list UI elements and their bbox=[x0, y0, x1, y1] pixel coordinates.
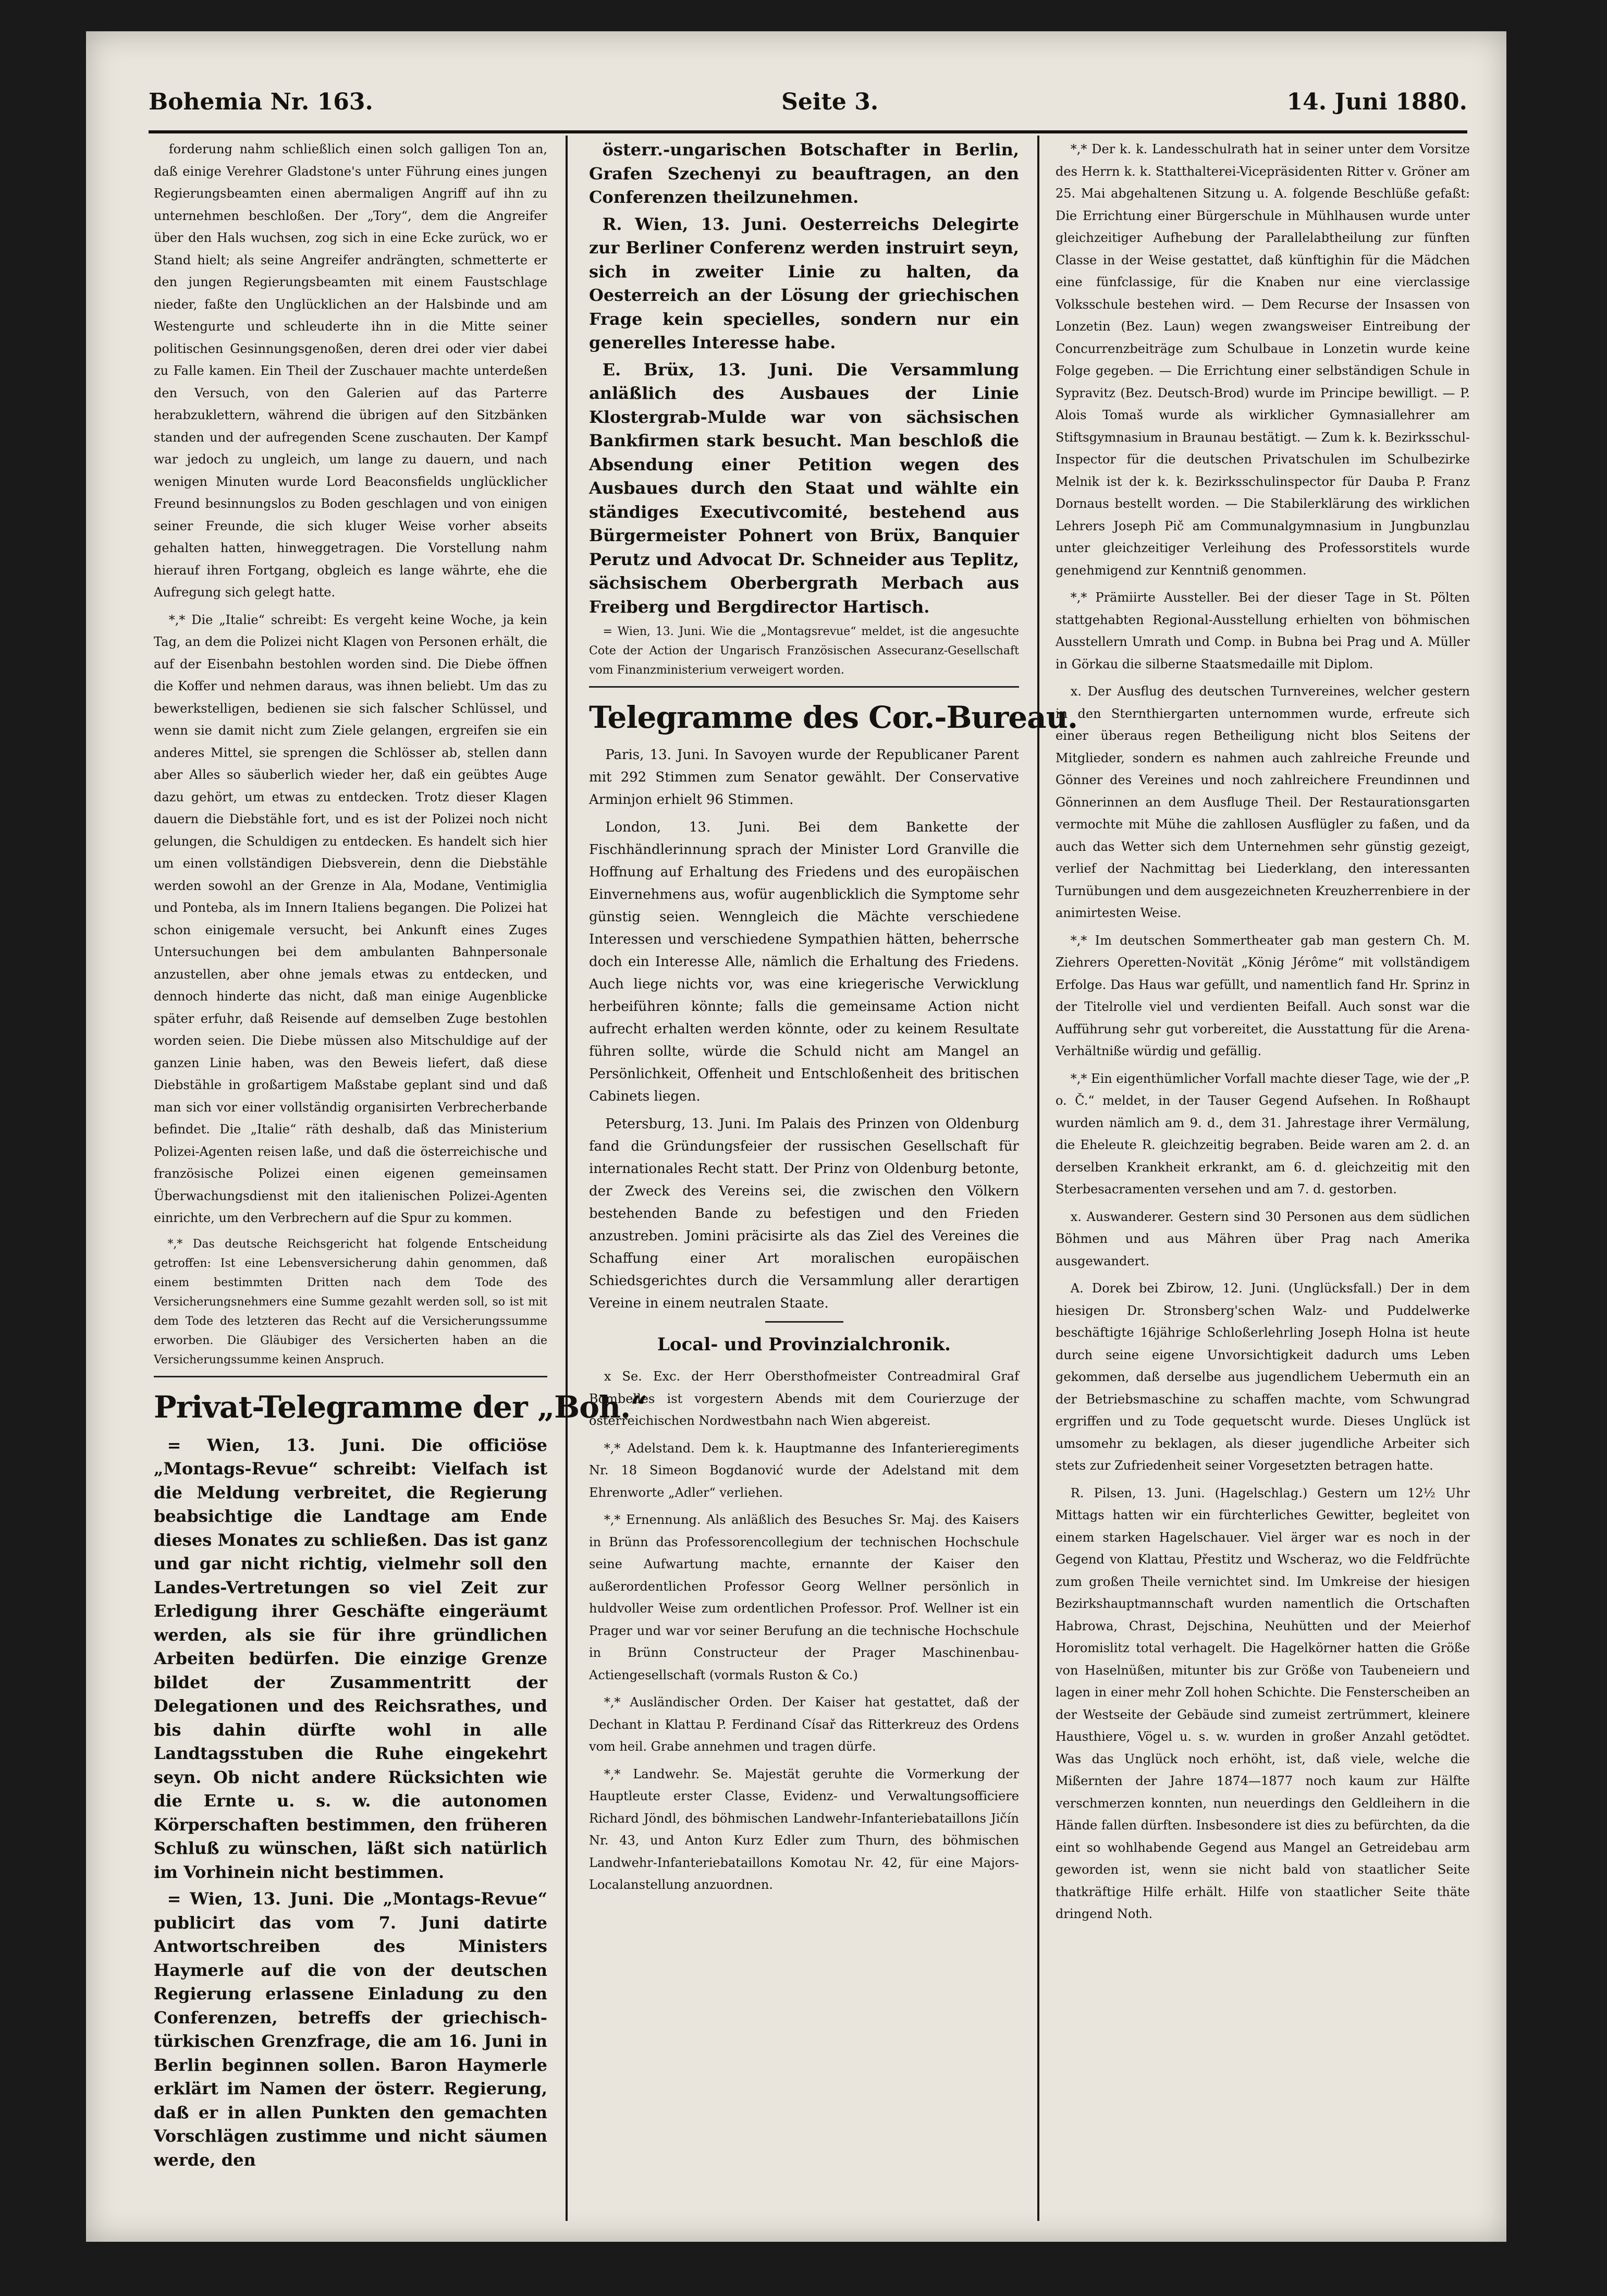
local-item: *,* Ausländischer Orden. Der Kaiser hat gestattet, daß der Dechant in Klattau P. Ferdinand Císař das Ritterkreuz des Ordens vom heil. Grabe annehmen und tragen dürfe. bbox=[589, 1695, 1019, 1754]
issue-date: 14. Juni 1880. bbox=[1286, 88, 1467, 115]
column-2 bbox=[589, 138, 1078, 2216]
article-paragraph: *,* Das deutsche Reichsgericht hat folgende Entscheidung getroffen: Ist eine Lebensversicherung dahin genommen, daß einem bestimmten Dritten nach dem Tode des Versicherungsnehmers eine Summe gezahlt werden soll, so ist mit dem Tode des letzteren das Recht auf die Versicherungssumme erworben. Die Gläubiger des Versicherten haben an die Versicherungssumme keinen Anspruch. bbox=[154, 1237, 547, 1366]
section-title-private-telegrams: Privat-Telegramme der „Boh.“ bbox=[154, 1389, 647, 1425]
short-rule bbox=[765, 1321, 843, 1323]
telegram-item: österr.-ungarischen Botschafter in Berlin, Grafen Szechenyi zu beauftragen, an den Conferenzen theilzunehmen. bbox=[589, 140, 1019, 207]
newspaper-page bbox=[86, 31, 1506, 2242]
column-1 bbox=[154, 138, 647, 2216]
column-divider bbox=[566, 136, 568, 2221]
page-header bbox=[149, 81, 1467, 123]
local-item: *,* Landwehr. Se. Majestät geruhte die Vormerkung der Hauptleute erster Classe, Evidenz- und Verwaltungsofficiere Richard Jöndl, des böhmischen Landwehr-Infanteriebataillons Jičín Nr. 43, und Anton Kurz Edler zum Thurn, des böhmischen Landwehr-Infanteriebataillons Komotau Nr. 42, für eine Majors-Localanstellung anzuordnen. bbox=[589, 1766, 1019, 1892]
telegram-item: London, 13. Juni. Bei dem Bankette der Fischhändlerinnung sprach der Minister Lord Granville die Hoffnung auf Erhaltung des Friedens und des europäischen Einvernehmens aus, wofür augenblicklich die Symptome sehr günstig seien. Wenngleich die Mächte verschiedene Interessen und verschiedene Sympathien hätten, beherrsche doch ein Interesse Alle, nämlich die Erhaltung des Friedens. Auch liege nichts vor, was eine kriegerische Verwicklung herbeiführen könnte; falls die gemeinsame Action nicht aufrecht erhalten werden könnte, oder zu keinem Resultate führen sollte, würde die Schuld nicht am Mangel an Persönlichkeit, Offenheit und Entschloßenheit des britischen Cabinets liegen. bbox=[589, 820, 1019, 1104]
telegram-item: = Wien, 13. Juni. Die officiöse „Montags-Revue“ schreibt: Vielfach ist die Meldung verbreitet, die Regierung beabsichtige die Landtage am Ende dieses Monates zu schließen. Das ist ganz und gar nicht richtig, vielmehr soll den Landes-Vertretungen so viel Zeit zur Erledigung ihrer Geschäfte eingeräumt werden, als sie für ihre gründlichen Arbeiten bedürfen. Die einzige Grenze bildet der Zusammentritt der Delegationen und des Reichsrathes, und bis dahin dürfte wohl in alle Landtagsstuben die Ruhe eingekehrt seyn. Ob nicht andere Rücksichten wie die Ernte u. s. w. die autonomen Körperschaften bestimmen, den früheren Schluß zu wünschen, läßt sich natürlich im Vorhinein nicht bestimmen. bbox=[154, 1435, 547, 1882]
issue-number: Bohemia Nr. 163. bbox=[149, 88, 373, 115]
telegram-item: = Wien, 13. Juni. Die „Montags-Revue“ publicirt das vom 7. Juni datirte Antwortschreiben des Ministers Haymerle auf die von der deutschen Regierung erlassene Einladung zu den Conferenzen, betreffs der griechisch-türkischen Grenzfrage, die am 16. Juni in Berlin beginnen sollen. Baron Haymerle erklärt im Namen der österr. Regierung, daß er in allen Punkten den gemachten Vorschlägen zustimme und nicht säumen werde, den bbox=[154, 1889, 547, 2170]
article-paragraph: *,* Die „Italie“ schreibt: Es vergeht keine Woche, ja kein Tag, an dem die Polizei nicht Klagen von Personen erhält, die auf der Eisenbahn bestohlen worden sind. Die Diebe öffnen die Koffer und nehmen daraus, was ihnen beliebt. Um das zu bewerkstelligen, bedienen sie sich falscher Schlüssel, und wenn sie damit nicht zum Ziele gelangen, ergreifen sie ein anderes Mittel, sie sprengen die Schlösser ab, stellen dann aber Alles so säuberlich wieder her, daß ein geübtes Auge dazu gehört, um etwas zu entdecken. Trotz dieser Klagen dauern die Diebstähle fort, und es ist der Polizei noch nicht gelungen, die Schuldigen zu entdecken. Es handelt sich hier um einen vollständigen Diebsverein, denn die Diebstähle werden sowohl an der Grenze in Ala, Modane, Ventimiglia und Ponteba, als im Innern Italiens begangen. Die Polizei hat schon einigemale versucht, bei Ankunft eines Zuges Untersuchungen bei dem ambulanten Bahnpersonale anzustellen, aber ohne jemals etwas zu entdecken, und dennoch hinderte das nicht, daß man einige Augenblicke später erfuhr, daß Reisende auf demselben Zuge bestohlen worden seien. Die Diebe müssen also Mitschuldige auf der ganzen Linie haben, was den Beweis liefert, daß diese Diebstähle in großartigem Maßstabe geplant sind und daß man sich vor einer vollständig organisirten Verbrecherbande befindet. Die „Italie“ räth deshalb, daß das Ministerium Polizei-Agenten reisen laße, und daß die österreichische und französische Polizei einen eigenen gemeinsamen Überwachungsdienst mit den italienischen Polizei-Agenten einrichte, um den Verbrechern auf die Spur zu kommen. bbox=[154, 612, 547, 1225]
local-item: x. Der Ausflug des deutschen Turnvereines, welcher gestern in den Sternthiergarten unternommen wurde, erfreute sich einer überaus regen Betheiligung nicht blos Seitens der Mitglieder, sondern es nahmen auch zahlreiche Freunde und Gönner des Vereines und noch zahlreichere Freundinnen und Gönnerinnen an dem Ausfluge Theil. Der Restaurationsgarten vermochte mit Mühe die zahllosen Ausflügler zu faßen, und da auch das Wetter sich dem Unternehmen sehr günstig gezeigt, verlief der Nachmittag bei Liederklang, den interessanten Turnübungen und dem ausgezeichneten Kreuzherrenbiere in der animirtesten Weise. bbox=[1056, 684, 1470, 920]
local-item: x Se. Exc. der Herr Obersthofmeister Contreadmiral Graf Bombelles ist vorgestern Abends mit dem Courierzuge der österreichischen Nordwestbahn nach Wien abgereist. bbox=[589, 1369, 1019, 1428]
section-title-cor-bureau: Telegramme des Cor.-Bureau. bbox=[589, 700, 1078, 735]
local-item: *,* Prämiirte Aussteller. Bei der dieser Tage in St. Pölten stattgehabten Regional-Ausstellung erhielten von böhmischen Ausstellern Umrath und Comp. in Bubna bei Prag und A. Müller in Görkau die silberne Staatsmedaille mit Diplom. bbox=[1056, 590, 1470, 671]
header-rule bbox=[149, 130, 1467, 133]
telegram-item: E. Brüx, 13. Juni. Die Versammlung anläßlich des Ausbaues der Linie Klostergrab-Mulde war von sächsischen Bankfirmen stark besucht. Man beschloß die Absendung einer Petition wegen des Ausbaues durch den Staat und wählte ein ständiges Executivcomité, bestehend aus Bürgermeister Pohnert von Brüx, Banquier Perutz und Advocat Dr. Schneider aus Teplitz, sächsischem Oberbergrath Merbach aus Freiberg und Bergdirector Hartisch. bbox=[589, 359, 1019, 617]
page-number: Seite 3. bbox=[781, 88, 879, 115]
local-item: A. Dorek bei Zbirow, 12. Juni. (Unglücksfall.) Der in dem hiesigen Dr. Stronsberg'schen Walz- und Puddelwerke beschäftigte 16jährige Schloßerlehrling Joseph Holna ist heute durch seine eigene Unvorsichtigkeit dadurch ums Leben gekommen, daß derselbe aus jugendlichem Uebermuth ein an der Betriebsmaschine zu schaffen machte, vom Schwungrad ergriffen und zu Tode gequetscht wurde. Dieses Unglück ist umsomehr zu beklagen, als dieser jugendliche Arbeiter sich stets zur Zufriedenheit seiner Vorgesetzten betragen hatte. bbox=[1056, 1281, 1470, 1473]
local-item: *,* Der k. k. Landesschulrath hat in seiner unter dem Vorsitze des Herrn k. k. Statthalterei-Vicepräsidenten Ritter v. Gröner am 25. Mai abgehaltenen Sitzung u. A. folgende Beschlüße gefaßt: Die Errichtung einer Bürgerschule in Mühlhausen wurde unter gleichzeitiger Aufhebung der Parallelabtheilung zur fünften Classe in der Weise gestattet, daß künftighin für die Mädchen eine fünfclassige, für die Knaben nur eine vierclassige Volksschule bestehen wird. — Dem Recurse der Insassen von Lonzetin (Bez. Laun) wegen zwangsweiser Eintreibung der Concurrenzbeiträge zum Schulbaue in Lonzetin wurde keine Folge gegeben. — Die Errichtung einer selbständigen Schule in Sypravitz (Bez. Deutsch-Brod) wurde im Principe bewilligt. — P. Alois Tomaš wurde als wirklicher Gymnasiallehrer am Stiftsgymnasium in Braunau bestätigt. — Zum k. k. Bezirksschul-Inspector für die deutschen Privatschulen im Schulbezirke Melnik ist der k. k. Bezirksschulinspector für Dauba P. Franz Dornaus bestellt worden. — Die Stabilerklärung des wirklichen Lehrers Joseph Pič am Communalgymnasium in Jungbunzlau unter gleichzeitiger Verleihung des Professorstitels wurde genehmigend zur Kenntniß genommen. bbox=[1056, 142, 1470, 578]
column-3 bbox=[1056, 138, 1470, 2216]
local-item: R. Pilsen, 13. Juni. (Hagelschlag.) Gestern um 12½ Uhr Mittags hatten wir ein fürchterliches Gewitter, begleitet von einem starken Hagelschauer. Viel ärger war es noch in der Gegend von Klattau, Přestitz und Wscheraz, wo die Feldfrüchte zum großen Theile vernichtet sind. Im Umkreise der hiesigen Bezirkshauptmannschaft wurden namentlich die Ortschaften Habrowa, Chrast, Dejschina, Neuhütten und der Meierhof Horomislitz total verhagelt. Die Hagelkörner hatten die Größe von Haselnüßen, mitunter bis zur Größe von Taubeneiern und lagen in einer mehr Zoll hohen Schichte. Die Fensterscheiben an der Westseite der Gebäude sind zumeist zertrümmert, kleinere Hausthiere, Vögel u. s. w. wurden in großer Anzahl getödtet. Was das Unglück noch erhöht, ist, daß viele, welche die Mißernten der Jahre 1874—1877 noch kaum zur Hälfte verschmerzen konnten, nun neuerdings den Geldleihern in die Hände fallen dürften. Insbesondere ist dies zu befürchten, da die eint so wohlhabende Gegend aus Mangel an Getreidebau arm geworden ist, wenn sie nicht bald von staatlicher Seite thatkräftige Hilfe erhält. Hilfe von staatlicher Seite thäte dringend Noth. bbox=[1056, 1485, 1470, 1921]
telegram-item: Petersburg, 13. Juni. Im Palais des Prinzen von Oldenburg fand die Gründungsfeier der russischen Gesellschaft für internationales Recht statt. Der Prinz von Oldenburg betonte, der Zweck des Vereins sei, die zwischen den Völkern bestehenden Bande zu befestigen und den Frieden anzustreben. Jomini präcisirte als das Ziel des Vereines die Schaffung einer Art moralischen europäischen Schiedsgerichtes durch die Versammlung aller derartigen Vereine in einem neutralen Staate. bbox=[589, 1116, 1019, 1311]
article-paragraph: forderung nahm schließlich einen solch galligen Ton an, daß einige Verehrer Gladstone's unter Führung eines jungen Regierungsbeamten einen abermaligen Angriff auf ihn zu unternehmen beschloßen. Der „Tory“, dem die Angreifer über den Hals wuchsen, zog sich in eine Ecke zurück, wo er Stand hielt; als seine Angreifer andrängten, schmetterte er den jungen Regierungsbeamten mit einem Faustschlage nieder, faßte den Unglücklichen an der Halsbinde und am Westengurte und schleuderte ihn in die Mitte seiner politischen Gesinnungsgenoßen, deren drei oder vier dabei zu Falle kamen. Ein Theil der Zuschauer machte unterdeßen den Versuch, von den Galerien auf das Parterre herabzuklettern, während die übrigen auf den Sitzbänken standen und der aufregenden Scene zuschauten. Der Kampf war jedoch zu ungleich, um lange zu dauern, und nach wenigen Minuten wurde Lord Beaconsfields unglücklicher Freund besinnungslos zu Boden geschlagen und von einigen seiner Freunde, die sich kluger Weise vorher abseits gehalten hatten, hinweggetragen. Die Vorstellung nahm hierauf ihren Fortgang, obgleich es lange währte, ehe die Aufregung sich gelegt hatte. bbox=[154, 142, 547, 600]
column-divider bbox=[1037, 136, 1039, 2221]
telegram-item: R. Wien, 13. Juni. Oesterreichs Delegirte zur Berliner Conferenz werden instruirt seyn, sich in zweiter Linie zu halten, da Oesterreich an der Lösung der griechischen Frage kein specielles, sondern nur ein generelles Interesse habe. bbox=[589, 214, 1019, 352]
telegram-item: Paris, 13. Juni. In Savoyen wurde der Republicaner Parent mit 292 Stimmen zum Senator gewählt. Der Conservative Arminjon erhielt 96 Stimmen. bbox=[589, 747, 1019, 808]
local-item: *,* Ein eigenthümlicher Vorfall machte dieser Tage, wie der „P. o. Č.“ meldet, in der Tauser Gegend Aufsehen. In Roßhaupt wurden nämlich am 9. d., dem 31. Jahrestage ihrer Vermälung, die Eheleute R. gleichzeitig begraben. Beide waren am 2. d. an derselben Krankheit erkrankt, am 6. d. gleichzeitig mit den Sterbesacramenten versehen und am 7. d. gestorben. bbox=[1056, 1071, 1470, 1196]
local-item: *,* Im deutschen Sommertheater gab man gestern Ch. M. Ziehrers Operetten-Novität „König Jérôme“ mit vollständigem Erfolge. Das Haus war gefüllt, und namentlich fand Hr. Sprinz in der Titelrolle viel und verdienten Beifall. Auch sonst war die Aufführung sehr gut vorbereitet, die Ausstattung für die Arena-Verhältniße würdig und gefällig. bbox=[1056, 933, 1470, 1058]
local-item: *,* Ernennung. Als anläßlich des Besuches Sr. Maj. des Kaisers in Brünn das Professorencollegium der technischen Hochschule seine Aufwartung machte, ernannte der Kaiser den außerordentlichen Professor Georg Wellner persönlich in huldvoller Weise zum ordentlichen Professor. Prof. Wellner ist ein Prager und war vor seiner Berufung an die technische Hochschule in Brünn Constructeur der Prager Maschinenbau-Actiengesellschaft (vormals Ruston & Co.) bbox=[589, 1512, 1019, 1682]
section-rule bbox=[154, 1376, 547, 1377]
local-item: x. Auswanderer. Gestern sind 30 Personen aus dem südlichen Böhmen und aus Mähren über Prag nach Amerika ausgewandert. bbox=[1056, 1209, 1470, 1268]
telegram-note: = Wien, 13. Juni. Wie die „Montagsrevue“ meldet, ist die angesuchte Cote der Action der Ungarisch Französischen Assecuranz-Gesellschaft vom Finanzministerium verweigert worden. bbox=[589, 625, 1019, 677]
local-item: *,* Adelstand. Dem k. k. Hauptmanne des Infanterieregiments Nr. 18 Simeon Bogdanović wurde der Adelstand mit dem Ehrenworte „Adler“ verliehen. bbox=[589, 1440, 1019, 1500]
section-title-local-chronicle: Local- und Provinzialchronik. bbox=[657, 1334, 951, 1355]
section-rule bbox=[589, 686, 1019, 688]
